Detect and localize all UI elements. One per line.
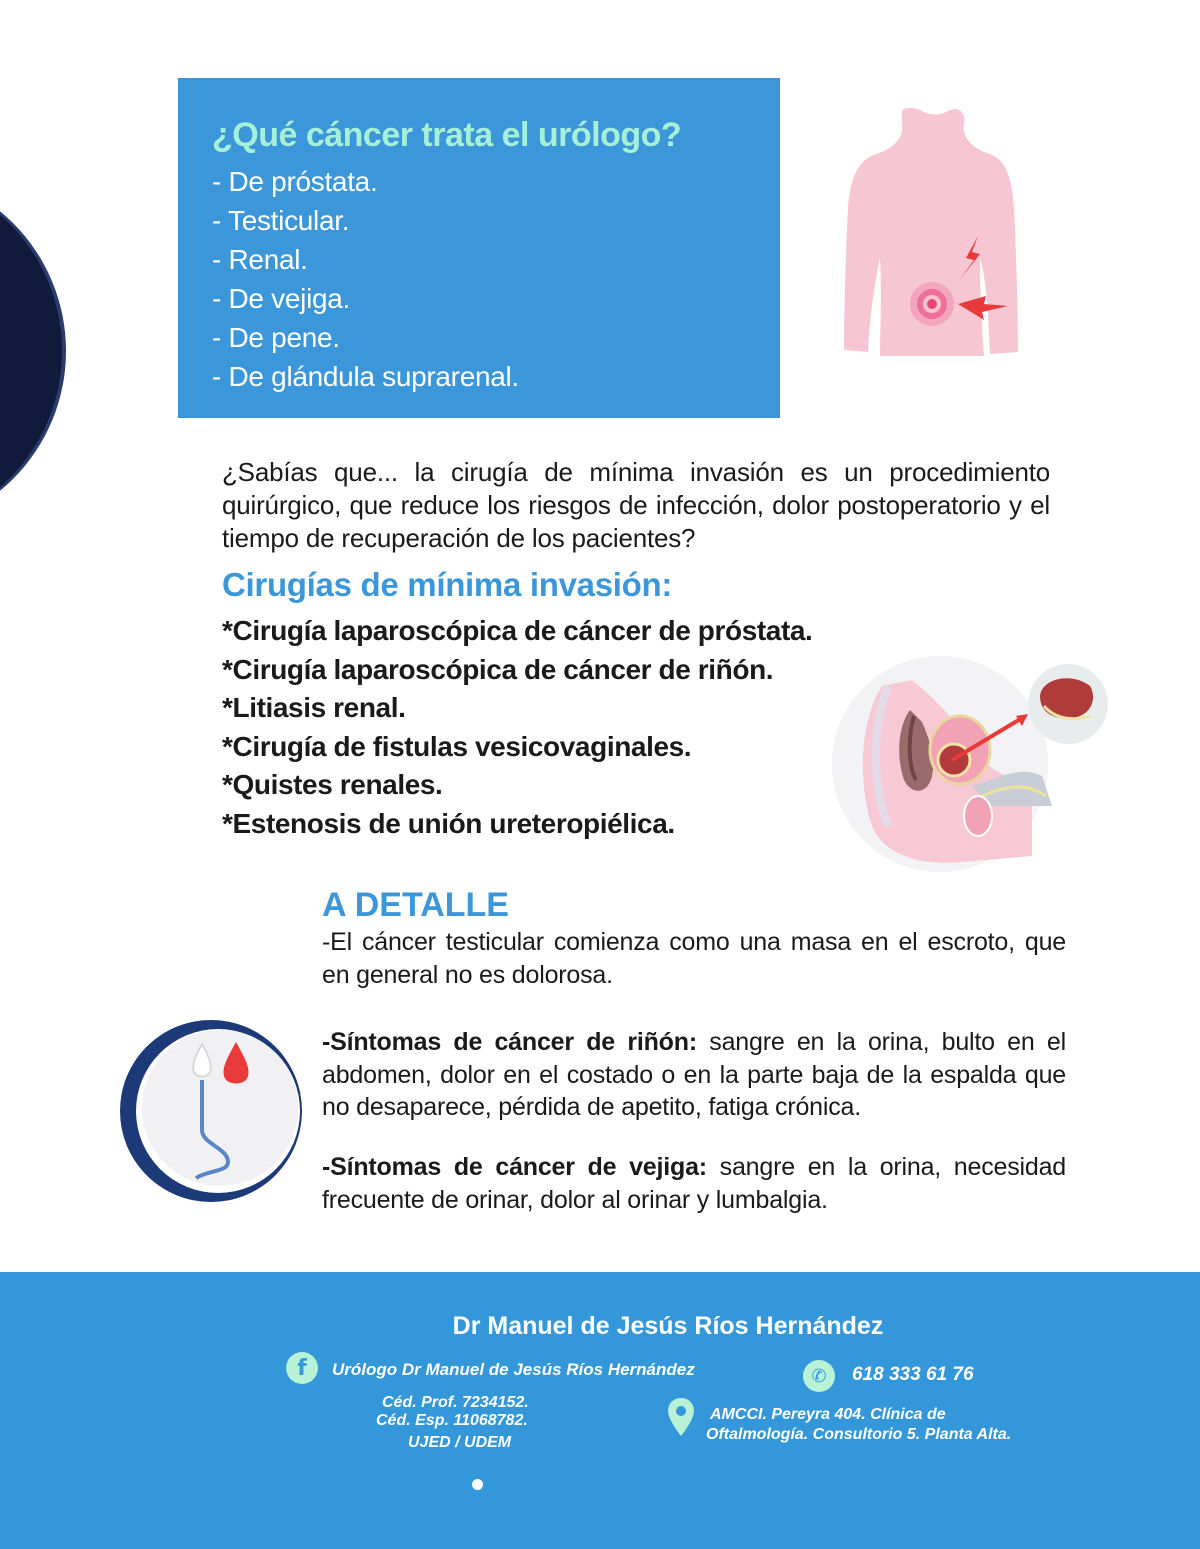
surgeries-list bbox=[222, 612, 812, 843]
testicular-cancer-paragraph: -El cáncer testicular comienza como una masa en el escroto, que en general no es dolorosa. bbox=[322, 928, 1066, 989]
list-item: - De vejiga. bbox=[212, 283, 351, 314]
kidney-symptoms-label: -Síntomas de cáncer de riñón: bbox=[322, 1028, 697, 1056]
doctor-name: Dr Manuel de Jesús Ríos Hernández bbox=[452, 1312, 884, 1340]
list-item: - Testicular. bbox=[212, 205, 350, 236]
location-pin-icon bbox=[668, 1398, 694, 1436]
facebook-icon[interactable]: f bbox=[286, 1352, 318, 1384]
list-item: *Cirugía laparoscópica de cáncer de próstata. bbox=[222, 615, 813, 646]
decorative-dark-circle bbox=[0, 170, 62, 532]
minimally-invasive-intro: ¿Sabías que... la cirugía de mínima invasión es un procedimiento quirúrgico, que reduce los riesgos de infección, dolor postoperatorio y el tiempo de recuperación de los pacientes? bbox=[222, 457, 1050, 553]
cancer-types-card bbox=[178, 78, 780, 418]
decorative-dot bbox=[472, 1479, 483, 1490]
list-item: - De glándula suprarenal. bbox=[212, 361, 519, 392]
contact-footer bbox=[0, 1272, 1200, 1549]
phone-number[interactable]: 618 333 61 76 bbox=[852, 1364, 974, 1385]
list-item: - De pene. bbox=[212, 322, 340, 353]
list-item: - Renal. bbox=[212, 244, 308, 275]
list-item: *Cirugía laparoscópica de cáncer de riñón. bbox=[222, 653, 774, 685]
list-item: - De próstata. bbox=[212, 166, 378, 197]
bladder-cancer-paragraph bbox=[322, 1151, 1066, 1216]
torso-pain-illustration bbox=[840, 108, 1030, 360]
cancer-types-title: ¿Qué cáncer trata el urólogo? bbox=[212, 116, 682, 154]
list-item: *Litiasis renal. bbox=[222, 692, 406, 723]
list-item: *Cirugía de fistulas vesicovaginales. bbox=[222, 730, 692, 762]
prostate-anatomy-illustration bbox=[832, 656, 1112, 872]
detail-section-title: A DETALLE bbox=[322, 886, 509, 924]
urine-blood-drops-illustration bbox=[120, 1020, 302, 1202]
address-line-1: AMCCI. Pereyra 404. Clínica de bbox=[710, 1406, 946, 1423]
bladder-symptoms-text: sangre en la orina, necesidad frecuente de orinar, dolor al orinar y lumbalgia. bbox=[322, 1153, 1066, 1214]
university: UJED / UDEM bbox=[408, 1434, 512, 1451]
address-line-2: Oftalmología. Consultorio 5. Planta Alta. bbox=[706, 1426, 1012, 1443]
kidney-cancer-paragraph bbox=[322, 1026, 1066, 1124]
bladder-symptoms-label: -Síntomas de cáncer de vejiga: bbox=[322, 1153, 707, 1181]
facebook-page-link[interactable]: Urólogo Dr Manuel de Jesús Ríos Hernández bbox=[332, 1360, 695, 1379]
surgeries-title: Cirugías de mínima invasión: bbox=[222, 566, 673, 603]
list-item: *Quistes renales. bbox=[222, 769, 443, 800]
kidney-symptoms-text: sangre en la orina, bulto en el abdomen, dolor en el costado o en la parte baja de la espalda que no desaparece, pérdida de apetito, fatiga crónica. bbox=[322, 1028, 1066, 1121]
list-item: *Estenosis de unión ureteropiélica. bbox=[222, 807, 675, 839]
specialty-license: Céd. Esp. 11068782. bbox=[376, 1412, 528, 1429]
cancer-types-list bbox=[212, 162, 519, 396]
professional-license: Céd. Prof. 7234152. bbox=[382, 1394, 529, 1411]
whatsapp-phone-icon[interactable]: ✆ bbox=[803, 1360, 835, 1392]
